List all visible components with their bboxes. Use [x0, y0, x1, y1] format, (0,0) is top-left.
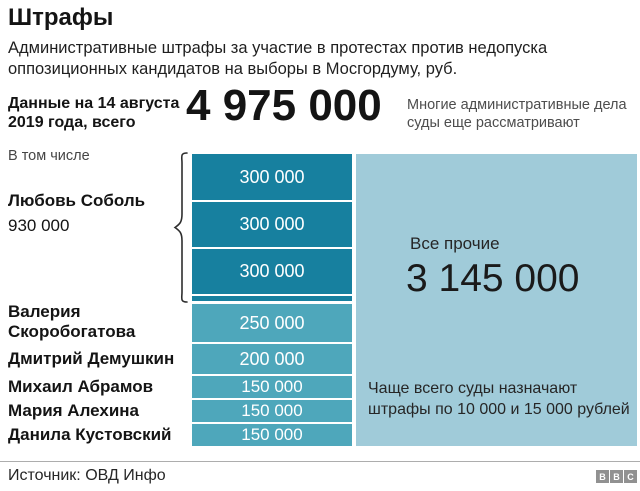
others-label: Все прочие — [410, 234, 500, 253]
bbc-letter-box: B — [596, 470, 609, 483]
bar-segment — [192, 154, 352, 200]
bar-segment — [192, 249, 352, 294]
asof-label: Данные на 14 августа 2019 года, всего — [8, 95, 180, 131]
others-block — [356, 154, 637, 446]
others-note: Чаще всего суды назначают штрафы по 10 000 и 15 000 рублей — [368, 380, 630, 418]
total-value: 4 975 000 — [186, 81, 382, 130]
person-name-skorobogatova: Валерия Скоробогатова — [8, 302, 136, 341]
person-name-demushkin: Дмитрий Демушкин — [8, 349, 175, 368]
bbc-logo — [596, 470, 637, 483]
source-credit: Источник: ОВД Инфо — [8, 467, 166, 484]
including-label: В том числе — [8, 148, 90, 164]
pending-note: Многие административные дела суды еще рассматривают — [407, 97, 627, 131]
chart-subtitle: Административные штрафы за участие в протестах против недопуска оппозиционных кандидатов на выборы в Мосгордуму, руб. — [8, 39, 548, 78]
person-name-alekhina: Мария Алехина — [8, 401, 140, 420]
others-value: 3 145 000 — [406, 257, 580, 300]
bar-value-label: 300 000 — [239, 166, 305, 187]
bar-value-label: 150 000 — [241, 401, 303, 420]
bar-value-label: 250 000 — [239, 312, 305, 333]
brace-icon — [171, 151, 191, 304]
person-name-abramov: Михаил Абрамов — [8, 377, 154, 396]
bar-segment — [192, 424, 352, 446]
bar-segment — [192, 304, 352, 342]
bar-value-label: 200 000 — [239, 348, 305, 369]
bar-segment — [192, 202, 352, 247]
footer-divider — [0, 461, 640, 462]
bar-value-label: 300 000 — [239, 261, 305, 281]
page-title: Штрафы — [8, 4, 114, 31]
bar-value-label: 150 000 — [241, 377, 303, 396]
person-name-sobol: Любовь Соболь — [8, 191, 146, 210]
person-name-kustovsky: Данила Кустовский — [8, 425, 172, 444]
bar-segment — [192, 400, 352, 422]
bbc-letter-box: C — [624, 470, 637, 483]
person-total-sobol: 930 000 — [8, 216, 70, 235]
bar-value-label: 300 000 — [239, 214, 305, 234]
bar-segment-small — [192, 296, 352, 301]
bar-segment — [192, 376, 352, 398]
bar-value-label: 150 000 — [241, 425, 303, 444]
bar-segment — [192, 344, 352, 374]
bbc-letter-box: B — [610, 470, 623, 483]
